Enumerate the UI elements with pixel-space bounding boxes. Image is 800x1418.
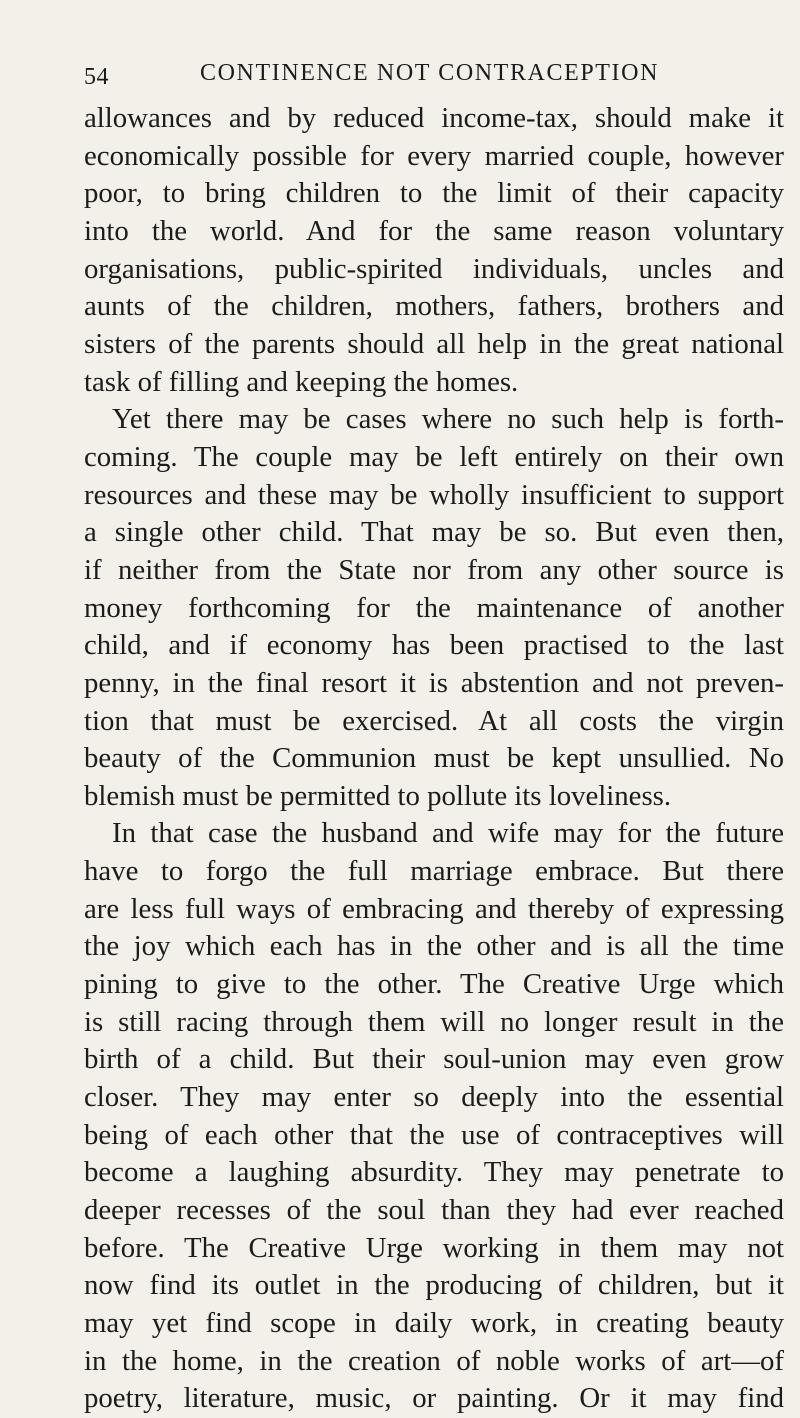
text-line: sisters of the parents should all help in the great national [84,327,784,360]
page-number: 54 [84,64,109,90]
text-line: deeper recesses of the soul than they had ever reached [84,1194,784,1227]
text-line: being of each other that the use of contraceptives will [84,1118,784,1151]
text-line: child, and if economy has been practised to the last [84,629,784,662]
text-line: into the world. And for the same reason voluntary [84,214,784,247]
text-line: in the home, in the creation of noble works of art—of [84,1344,784,1377]
text-line: coming. The couple may be left entirely on their own [84,440,784,473]
text-line: task of filling and keeping the homes. [84,365,519,398]
text-line: birth of a child. But their soul-union may even grow [84,1043,784,1076]
text-line: become a laughing absurdity. They may penetrate to [84,1156,784,1189]
text-line: economically possible for every married couple, however [84,139,784,172]
text-line: allowances and by reduced income-tax, should make it [84,102,784,134]
text-line: beauty of the Communion must be kept unsullied. No [84,742,784,775]
text-line: the joy which each has in the other and is all the time [84,930,784,963]
text-line: aunts of the children, mothers, fathers, brothers and [84,290,784,323]
body-text [84,100,796,1418]
text-line: poor, to bring children to the limit of their capacity [84,177,784,210]
text-line: closer. They may enter so deeply into the essential [84,1081,784,1114]
text-line: if neither from the State nor from any other source is [84,553,784,586]
text-line: tion that must be exercised. At all costs the virgin [84,704,784,737]
text-line: blemish must be permitted to pollute its loveliness. [84,779,672,812]
text-line: are less full ways of embracing and thereby of expressing [84,892,784,925]
text-line: money forthcoming for the maintenance of another [84,591,784,624]
text-line: In that case the husband and wife may for the future [112,817,784,850]
text-line: penny, in the final resort it is abstention and not preven- [84,666,784,699]
book-page [84,56,796,1418]
text-line: resources and these may be wholly insufficient to support [84,478,784,511]
running-head [84,56,796,100]
text-line: before. The Creative Urge working in them may not [84,1231,784,1264]
text-line: poetry, literature, music, or painting. Or it may find [84,1382,784,1415]
running-title: CONTINENCE NOT CONTRACEPTION [200,60,660,86]
text-line: may yet find scope in daily work, in creating beauty [84,1307,784,1339]
text-line: have to forgo the full marriage embrace. But there [84,855,784,888]
text-line: organisations, public-spirited individuals, uncles and [84,252,784,285]
text-line: a single other child. That may be so. But even then, [84,516,784,549]
text-line: pining to give to the other. The Creative Urge which [84,968,784,1001]
text-line: now find its outlet in the producing of children, but it [84,1269,784,1302]
text-line: Yet there may be cases where no such help is forth- [112,403,784,436]
text-line: is still racing through them will no longer result in the [84,1005,784,1038]
